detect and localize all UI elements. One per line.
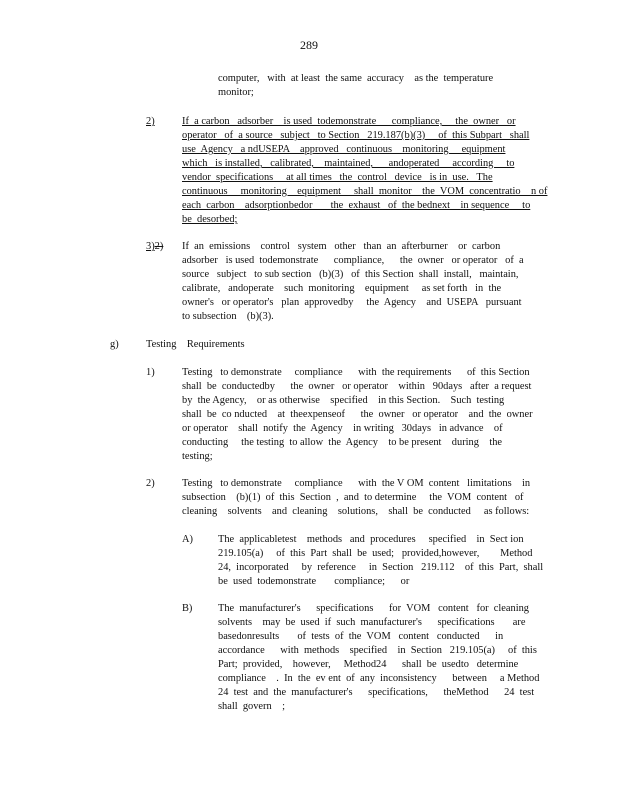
g2a-paragraph xyxy=(218,533,543,589)
text-line: solvents may be used if such manufacturer's specifications are xyxy=(218,617,526,628)
text-line: be desorbed; xyxy=(182,214,238,225)
text-line: vendor specifications at all times the control device is in use. The xyxy=(182,172,493,183)
item-2-paragraph xyxy=(182,115,547,227)
item-3-paragraph xyxy=(182,240,524,324)
text-line: to subsection (b)(3). xyxy=(182,311,274,322)
text-line: use Agency a ndUSEPA approved continuous monitoring equipment xyxy=(182,144,506,155)
text-line: continuous monitoring equipment shall monitor the VOM concentratio n of xyxy=(182,186,548,197)
text-line: operator of a source subject to Section 219.187(b)(3) of this Subpart shall xyxy=(182,130,530,141)
text-line: If a carbon adsorber is used todemonstrate compliance, the owner or xyxy=(182,116,516,127)
g2a-label: A) xyxy=(182,534,193,545)
text-line: accordance with methods specified in Section 219.105(a) of this xyxy=(218,645,537,656)
text-line: shall govern ; xyxy=(218,701,285,712)
text-line: or operator shall notify the Agency in writing 30days in advance of xyxy=(182,423,503,434)
text-line: testing; xyxy=(182,451,213,462)
text-line: Testing to demonstrate compliance with the requirements of this Section xyxy=(182,367,530,378)
text-line: If an emissions control system other than an afterburner or carbon xyxy=(182,241,501,252)
text-line: compliance . In the ev ent of any inconsistency between a Method xyxy=(218,673,540,684)
text-line: each carbon adsorptionbedor the exhaust of the bednext in sequence to xyxy=(182,200,531,211)
text-line: which is installed, calibrated, maintained, andoperated according to xyxy=(182,158,515,169)
text-line: computer, with at least the same accuracy as the temperature xyxy=(218,73,494,84)
monitor-continuation xyxy=(218,72,493,100)
section-g-heading: Testing Requirements xyxy=(146,339,245,350)
deleted-number: 2) xyxy=(154,241,164,252)
text-line: shall be co nducted at theexpenseof the owner or operator and the owner xyxy=(182,409,533,420)
section-g-label: g) xyxy=(110,339,119,350)
text-line: 219.105(a) of this Part shall be used; provided,however, Method xyxy=(218,548,533,559)
text-line: shall be conductedby the owner or operator within 90days after a request xyxy=(182,381,532,392)
g2-paragraph xyxy=(182,477,530,519)
g2b-paragraph xyxy=(218,602,539,714)
g2-label: 2) xyxy=(146,478,155,489)
item-2-label: 2) xyxy=(146,116,155,127)
text-line: be used todemonstrate compliance; or xyxy=(218,576,410,587)
text-line: subsection (b)(1) of this Section , and to determine the VOM content of xyxy=(182,492,524,503)
text-line: cleaning solvents and cleaning solutions, shall be conducted as follows: xyxy=(182,506,530,517)
text-line: source subject to sub section (b)(3) of this Section shall install, maintain, xyxy=(182,269,519,280)
text-line: The applicabletest methods and procedures specified in Sect ion xyxy=(218,534,524,545)
text-line: owner's or operator's plan approvedby the Agency and USEPA pursuant xyxy=(182,297,522,308)
g2b-label: B) xyxy=(182,603,193,614)
text-line: The manufacturer's specifications for VOM content for cleaning xyxy=(218,603,529,614)
text-line: 24 test and the manufacturer's specifications, theMethod 24 test xyxy=(218,687,535,698)
text-line: calibrate, andoperate such monitoring equipment as set forth in the xyxy=(182,283,502,294)
item-3-label xyxy=(146,240,163,254)
text-line: adsorber is used todemonstrate compliance, the owner or operator of a xyxy=(182,255,524,266)
text-line: monitor; xyxy=(218,87,254,98)
g1-label: 1) xyxy=(146,367,155,378)
new-number: 3) xyxy=(146,241,155,252)
g1-paragraph xyxy=(182,366,533,464)
text-line: basedonresults of tests of the VOM content conducted in xyxy=(218,631,504,642)
text-line: conducting the testing to allow the Agency to be present during the xyxy=(182,437,503,448)
text-line: by the Agency, or as otherwise specified in this Section. Such testing xyxy=(182,395,505,406)
text-line: 24, incorporated by reference in Section 219.112 of this Part, shall xyxy=(218,562,544,573)
page-number: 289 xyxy=(300,38,318,52)
text-line: Testing to demonstrate compliance with the V OM content limitations in xyxy=(182,478,531,489)
text-line: Part; provided, however, Method24 shall be usedto determine xyxy=(218,659,519,670)
